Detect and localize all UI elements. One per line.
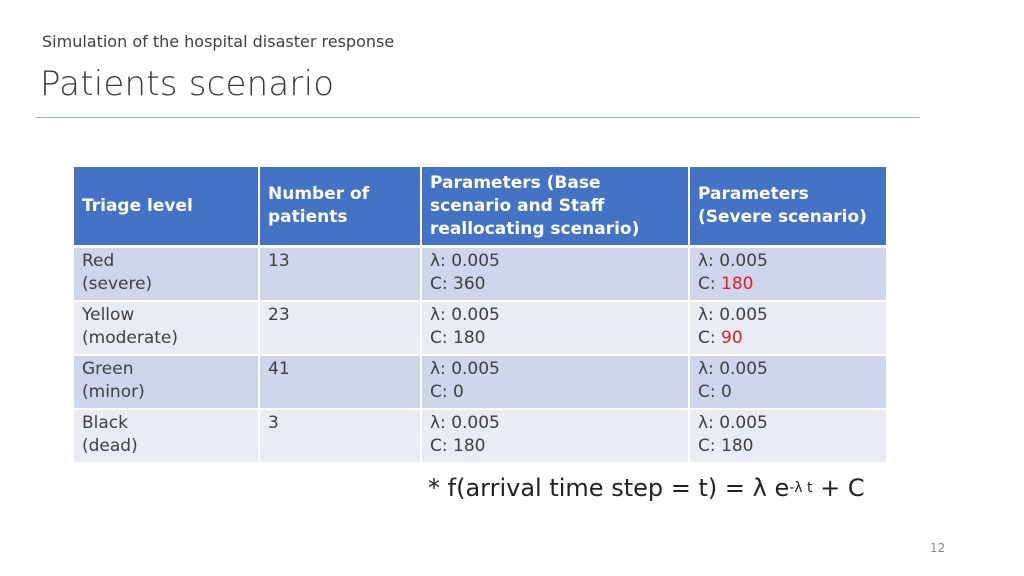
patient-count: 3	[268, 413, 279, 433]
slide-title: Patients scenario	[40, 64, 335, 104]
cell-triage-level	[73, 301, 259, 355]
arrival-formula	[428, 474, 865, 502]
severe-c-value: 0	[721, 382, 732, 402]
triage-level-name: Red	[82, 251, 115, 271]
base-c-label: C:	[430, 382, 454, 402]
cell-patient-count	[259, 409, 421, 463]
severe-c-label: C:	[698, 274, 722, 294]
severe-lambda: λ: 0.005	[698, 413, 768, 433]
header-triage-level: Triage level	[73, 166, 259, 247]
patient-count: 23	[268, 305, 290, 325]
slide-subtitle: Simulation of the hospital disaster response	[42, 32, 395, 51]
triage-level-name: Yellow	[82, 305, 135, 325]
base-c-value: 180	[453, 328, 486, 348]
triage-level-note: (minor)	[82, 382, 145, 402]
table-row	[73, 355, 887, 409]
cell-patient-count	[259, 247, 421, 302]
base-c-label: C:	[430, 436, 454, 456]
base-c-value: 180	[453, 436, 486, 456]
table-row	[73, 247, 887, 302]
base-c-label: C:	[430, 328, 454, 348]
base-lambda: λ: 0.005	[430, 305, 500, 325]
severe-c-label: C:	[698, 436, 722, 456]
cell-triage-level	[73, 409, 259, 463]
triage-level-note: (severe)	[82, 274, 153, 294]
base-c-value: 360	[453, 274, 486, 294]
severe-lambda: λ: 0.005	[698, 359, 768, 379]
table-row	[73, 301, 887, 355]
severe-c-value: 180	[721, 274, 754, 294]
base-lambda: λ: 0.005	[430, 251, 500, 271]
triage-level-note: (dead)	[82, 436, 138, 456]
formula-lhs: * f(arrival time step = t) = λ e	[428, 474, 790, 502]
cell-triage-level	[73, 247, 259, 302]
cell-severe-parameters	[689, 247, 887, 302]
cell-base-parameters	[421, 301, 689, 355]
base-lambda: λ: 0.005	[430, 359, 500, 379]
cell-base-parameters	[421, 355, 689, 409]
severe-c-label: C:	[698, 382, 722, 402]
severe-c-label: C:	[698, 328, 722, 348]
cell-patient-count	[259, 355, 421, 409]
triage-level-name: Black	[82, 413, 128, 433]
page-number: 12	[930, 541, 946, 555]
patient-count: 13	[268, 251, 290, 271]
severe-lambda: λ: 0.005	[698, 305, 768, 325]
base-lambda: λ: 0.005	[430, 413, 500, 433]
cell-patient-count	[259, 301, 421, 355]
cell-severe-parameters	[689, 409, 887, 463]
title-divider	[36, 117, 920, 118]
severe-c-value: 180	[721, 436, 754, 456]
base-c-value: 0	[453, 382, 464, 402]
cell-triage-level	[73, 355, 259, 409]
formula-rhs: + C	[812, 474, 865, 502]
cell-severe-parameters	[689, 301, 887, 355]
header-parameters-severe: Parameters (Severe scenario)	[689, 166, 887, 247]
header-parameters-base: Parameters (Base scenario and Staff reallocating scenario)	[421, 166, 689, 247]
patients-table	[72, 165, 888, 464]
base-c-label: C:	[430, 274, 454, 294]
cell-severe-parameters	[689, 355, 887, 409]
table-header-row	[73, 166, 887, 247]
cell-base-parameters	[421, 247, 689, 302]
header-number-of-patients: Number of patients	[259, 166, 421, 247]
patient-count: 41	[268, 359, 290, 379]
severe-c-value: 90	[721, 328, 743, 348]
table-row	[73, 409, 887, 463]
triage-level-note: (moderate)	[82, 328, 179, 348]
severe-lambda: λ: 0.005	[698, 251, 768, 271]
formula-exponent: -λ t	[789, 480, 813, 496]
triage-level-name: Green	[82, 359, 134, 379]
cell-base-parameters	[421, 409, 689, 463]
